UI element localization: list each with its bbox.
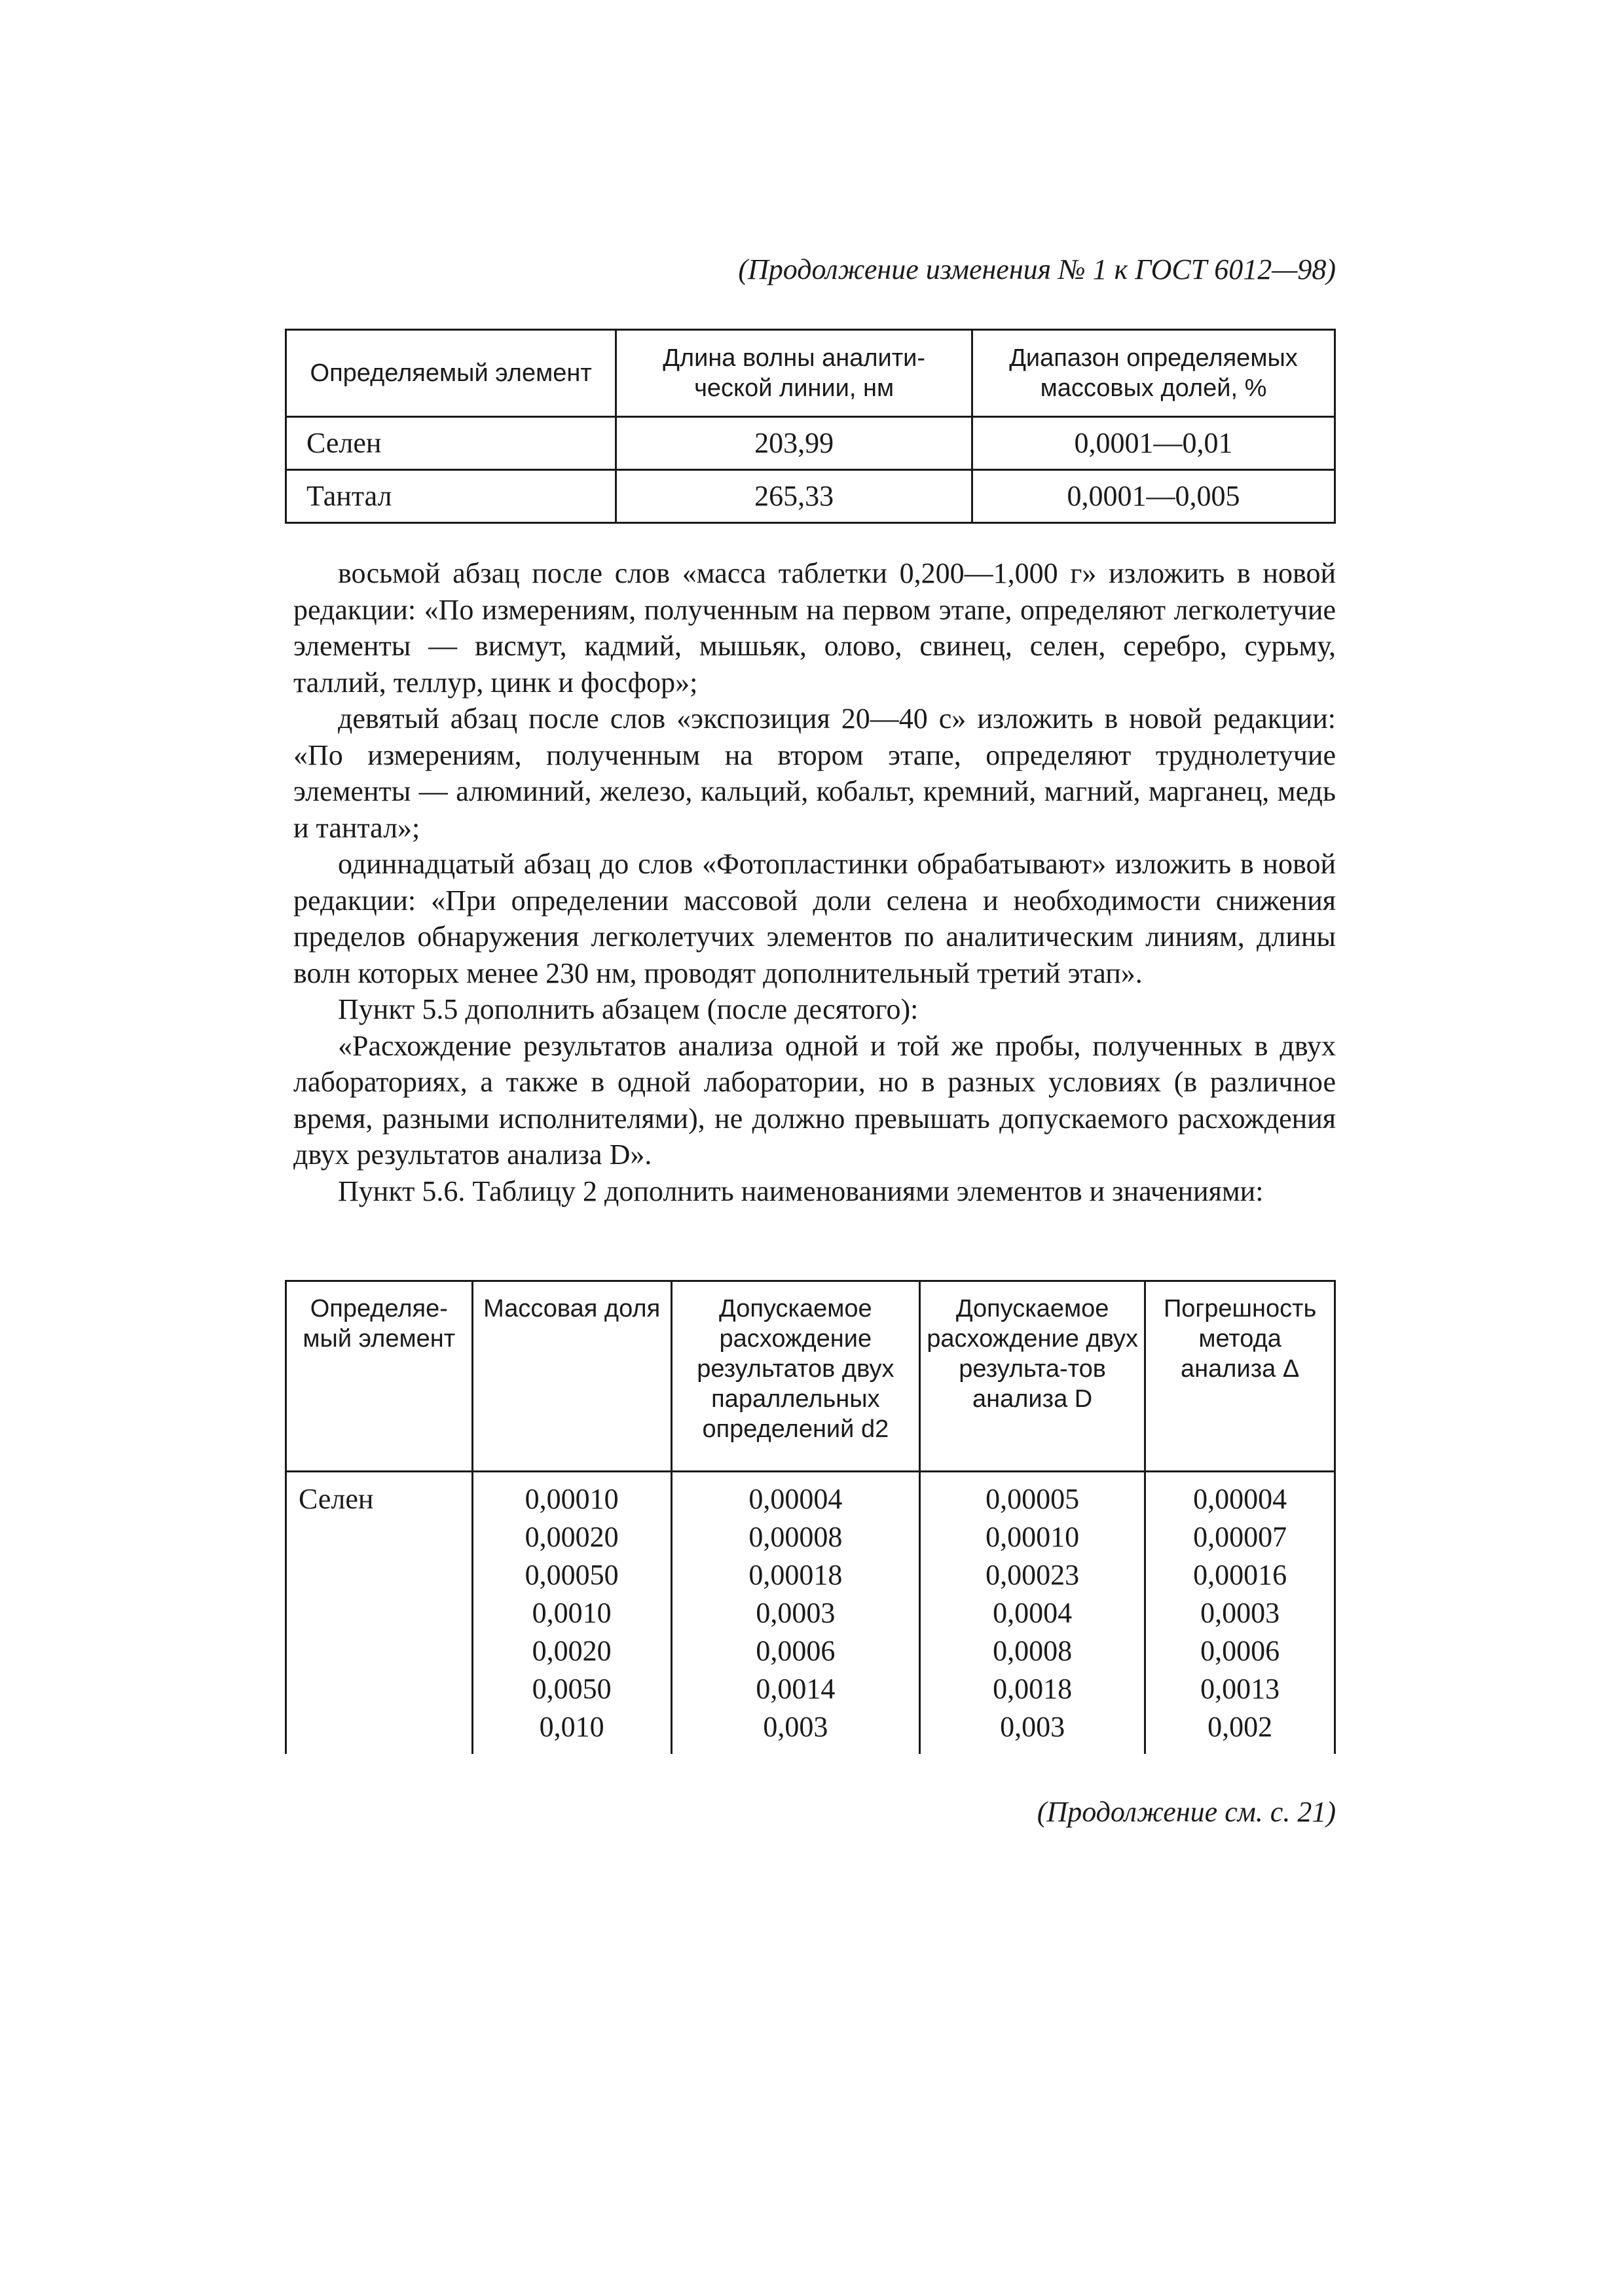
wavelength-table <box>285 329 1336 524</box>
column-delta <box>1145 1472 1335 1755</box>
table-cell-value: 0,00010 <box>986 1521 1080 1553</box>
cell-element: Тантал <box>286 470 616 523</box>
table-cell-value: 0,003 <box>763 1711 828 1743</box>
discrepancy-table <box>285 1280 1336 1754</box>
page-footer: (Продолжение см. с. 21) <box>1037 1796 1336 1828</box>
table-header-row <box>286 330 1335 417</box>
table-cell-value: 0,0014 <box>756 1673 836 1705</box>
table-cell-value: 0,0050 <box>532 1673 612 1705</box>
table-cell-value: 0,00004 <box>748 1483 843 1515</box>
column-header-mass-fraction: Массовая доля <box>472 1281 671 1472</box>
table-cell-value: 0,0004 <box>993 1597 1073 1629</box>
table-cell-value: 0,00005 <box>986 1483 1080 1515</box>
table-cell-value: 0,0006 <box>1200 1635 1280 1667</box>
table-row <box>286 417 1335 470</box>
table-cell-value: 0,00018 <box>748 1559 843 1591</box>
column-header-range: Диапазон определяемых массовых долей, % <box>972 330 1335 417</box>
table-cell-value: 0,0013 <box>1200 1673 1280 1705</box>
column-d2 <box>671 1472 919 1755</box>
table-cell-value: 0,00023 <box>986 1559 1080 1591</box>
cell-range: 0,0001—0,01 <box>972 417 1335 470</box>
cell-wavelength: 265,33 <box>616 470 972 523</box>
column-header-D: Допускаемое расхождение двух результа-тов анализа D <box>919 1281 1145 1472</box>
table-cell-value: 0,0018 <box>993 1673 1073 1705</box>
table-cell-value: 0,0010 <box>532 1597 612 1629</box>
table-cell-value: 0,003 <box>1000 1711 1065 1743</box>
amendment-text <box>293 555 1336 1209</box>
page-header: (Продолжение изменения № 1 к ГОСТ 6012—98) <box>738 253 1336 285</box>
table-cell-value: 0,0020 <box>532 1635 612 1667</box>
paragraph: восьмой абзац после слов «масса таблетки 0,200—1,000 г» изложить в новой редакции: «По измерениям, полученным на первом этапе, определяют легколетучие элементы — висмут, кадмий, мышьяк, олово, свинец, селен, серебро, сурьму, таллий, теллур, цинк и фосфор»; <box>293 557 1336 699</box>
column-mass-fraction <box>472 1472 671 1755</box>
table-row <box>286 470 1335 523</box>
table-cell-value: 0,00008 <box>748 1521 843 1553</box>
column-header-d2: Допускаемое расхождение результатов двух параллельных определений d2 <box>671 1281 919 1472</box>
table-cell-value: 0,00020 <box>525 1521 619 1553</box>
table-header-row <box>286 1281 1335 1472</box>
cell-element: Селен <box>286 417 616 470</box>
cell-element: Селен <box>286 1472 473 1755</box>
table-cell-value: 0,0003 <box>756 1597 836 1629</box>
paragraph: одиннадцатый абзац до слов «Фотопластинки обрабатывают» изложить в новой редакции: «При определении массовой доли селена и необходимости снижения пределов обнаружения легколетучих элементов по аналитическим линиям, длины волн которых менее 230 нм, проводят дополнительный третий этап». <box>293 848 1336 989</box>
table-cell-value: 0,010 <box>539 1711 604 1743</box>
column-header-element: Определяе-мый элемент <box>286 1281 473 1472</box>
cell-range: 0,0001—0,005 <box>972 470 1335 523</box>
table-row <box>286 1472 1335 1755</box>
cell-wavelength: 203,99 <box>616 417 972 470</box>
column-header-delta: Погрешность метода анализа Δ <box>1145 1281 1335 1472</box>
column-header-element: Определяемый элемент <box>286 330 616 417</box>
paragraph: «Расхождение результатов анализа одной и той же пробы, полученных в двух лабораториях, а также в одной лаборатории, но в разных условиях (в различное время, разными исполнителями), не должно превышать допускаемого расхождения двух результатов анализа D». <box>293 1029 1336 1171</box>
table-cell-value: 0,00004 <box>1193 1483 1287 1515</box>
table-cell-value: 0,00007 <box>1193 1521 1287 1553</box>
column-header-wavelength: Длина волны аналити-ческой линии, нм <box>616 330 972 417</box>
paragraph: Пункт 5.5 дополнить абзацем (после десятого): <box>338 993 919 1025</box>
paragraph: Пункт 5.6. Таблицу 2 дополнить наименованиями элементов и значениями: <box>338 1175 1264 1207</box>
table-cell-value: 0,00010 <box>525 1483 619 1515</box>
table-cell-value: 0,00016 <box>1193 1559 1287 1591</box>
paragraph: девятый абзац после слов «экспозиция 20—40 с» изложить в новой редакции: «По измерениям, полученным на втором этапе, определяют труднолетучие элементы — алюминий, железо, кальций, кобальт, кремний, магний, марганец, медь и тантал»; <box>293 702 1336 844</box>
table-cell-value: 0,0008 <box>993 1635 1073 1667</box>
column-D <box>919 1472 1145 1755</box>
table-cell-value: 0,0003 <box>1200 1597 1280 1629</box>
table-cell-value: 0,00050 <box>525 1559 619 1591</box>
table-cell-value: 0,0006 <box>756 1635 836 1667</box>
table-cell-value: 0,002 <box>1207 1711 1273 1743</box>
